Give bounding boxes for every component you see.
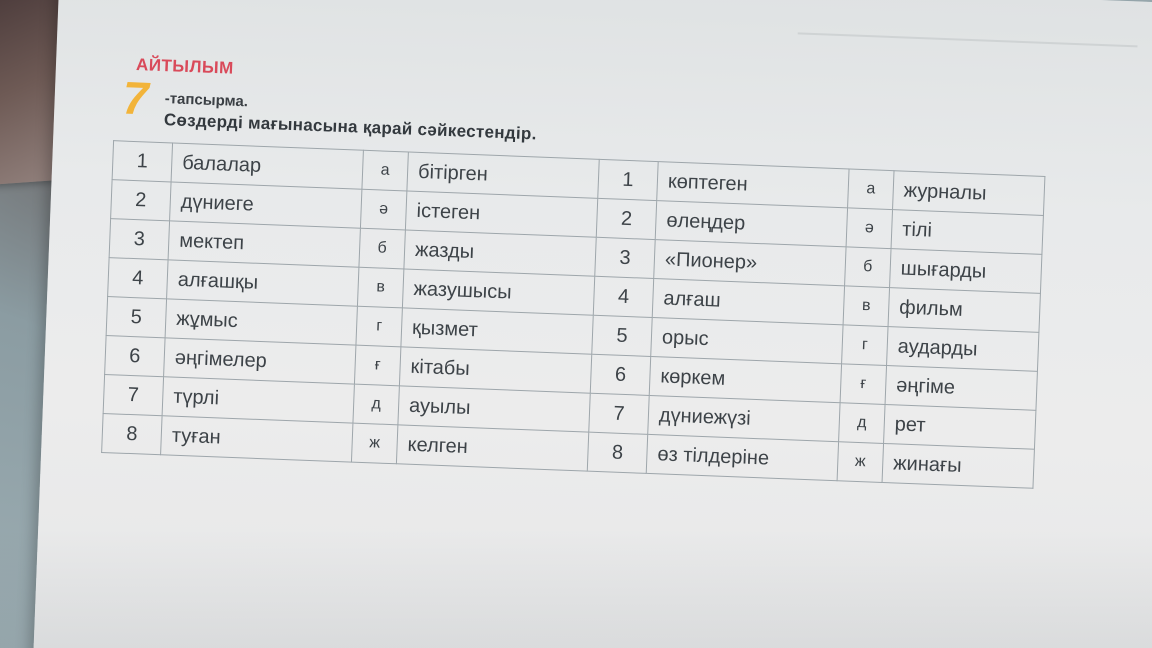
right-letter: ғ (840, 364, 886, 405)
right-letter: ж (837, 442, 883, 483)
left-word: жұмыс (165, 299, 357, 345)
left-match-word: жазды (404, 230, 596, 276)
right-number: 6 (590, 354, 650, 395)
right-word: алғаш (652, 279, 844, 325)
right-word: орыс (651, 317, 843, 363)
right-word: көркем (649, 356, 841, 402)
right-letter: а (848, 169, 894, 210)
left-number: 2 (111, 180, 171, 221)
left-letter: в (357, 267, 403, 308)
left-match-word: кітабы (399, 347, 591, 393)
matching-table (101, 140, 1045, 489)
left-number: 6 (105, 336, 165, 377)
right-letter: д (839, 403, 885, 444)
right-letter: г (842, 325, 888, 366)
right-match-word: тілі (891, 210, 1043, 255)
right-number: 5 (592, 315, 652, 356)
right-number: 7 (589, 393, 649, 434)
left-letter: д (353, 384, 399, 425)
task-label: -тапсырма. (164, 90, 249, 111)
right-number: 1 (598, 159, 658, 200)
section-title: АЙТЫЛЫМ (135, 55, 235, 78)
left-letter: а (362, 150, 408, 191)
textbook-page (32, 0, 1152, 648)
left-word: мектеп (168, 221, 360, 267)
right-number: 3 (595, 237, 655, 278)
left-word: балалар (171, 143, 363, 189)
left-number: 8 (102, 413, 162, 454)
right-match-word: аударды (887, 327, 1039, 372)
left-word: әңгімелер (164, 338, 356, 384)
left-number: 7 (103, 375, 163, 416)
left-word: туған (161, 416, 353, 462)
page-top-divider (798, 0, 1140, 47)
task-instruction: Сөздерді мағынасына қарай сәйкестендір. (163, 110, 538, 144)
left-letter: ғ (354, 345, 400, 386)
right-match-word: рет (884, 404, 1036, 449)
left-number: 5 (106, 297, 166, 338)
left-match-word: жазушысы (402, 269, 594, 315)
left-match-word: бітірген (407, 152, 599, 198)
right-letter: ә (846, 208, 892, 249)
right-match-word: әңгіме (885, 366, 1037, 411)
left-word: алғашқы (167, 260, 359, 306)
left-letter: б (359, 228, 405, 269)
left-number: 4 (108, 258, 168, 299)
left-word: дүниеге (170, 182, 362, 228)
left-number: 1 (112, 141, 172, 182)
right-letter: в (843, 286, 889, 327)
left-match-word: қызмет (401, 308, 593, 354)
right-number: 2 (596, 198, 656, 239)
left-match-word: ауылы (398, 386, 590, 432)
right-letter: б (845, 247, 891, 288)
left-letter: г (356, 306, 402, 347)
right-match-word: журналы (893, 171, 1045, 216)
left-word: түрлі (162, 377, 354, 423)
left-number: 3 (109, 219, 169, 260)
right-word: өз тілдеріне (646, 434, 838, 480)
right-match-word: фильм (888, 288, 1040, 333)
right-number: 4 (593, 276, 653, 317)
right-match-word: шығарды (890, 249, 1042, 294)
right-word: «Пионер» (654, 240, 846, 286)
left-match-word: келген (396, 425, 588, 471)
left-letter: ә (360, 189, 406, 230)
right-number: 8 (587, 432, 647, 473)
right-word: өлеңдер (655, 201, 847, 247)
right-word: дүниежүзі (648, 395, 840, 441)
right-match-word: жинағы (882, 443, 1034, 488)
task-number: 7 (121, 71, 150, 125)
right-word: көптеген (657, 162, 849, 208)
left-match-word: істеген (405, 191, 597, 237)
left-letter: ж (351, 423, 397, 464)
